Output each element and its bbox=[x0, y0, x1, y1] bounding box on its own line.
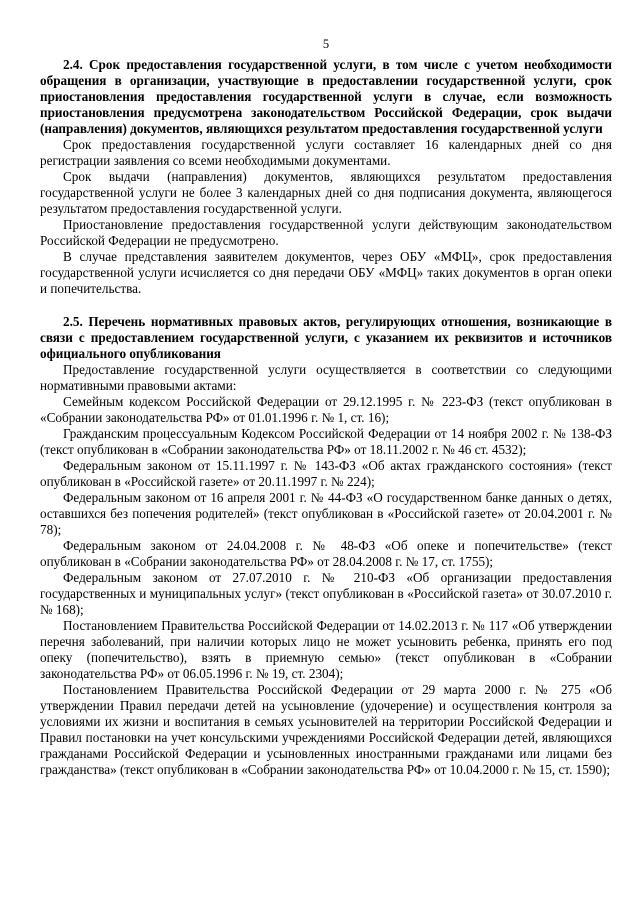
section-2-5-paragraph: Федеральным законом от 16 апреля 2001 г. № 44-ФЗ «О государственном банке данных о детях, оставшихся без попечения родителей» (текст опубликован в «Российской газете» от 20.04.2001 г. № 78); bbox=[40, 490, 612, 537]
section-2-5-paragraph: Семейным кодексом Российской Федерации от 29.12.1995 г. № 223-ФЗ (текст опубликован в «Собрании законодательства РФ» от 01.01.1996 г. № 1, ст. 16); bbox=[40, 394, 612, 425]
page-number: 5 bbox=[322, 37, 330, 51]
section-2-5-paragraph: Гражданским процессуальным Кодексом Российской Федерации от 14 ноября 2002 г. № 138-ФЗ (текст опубликован в «Собрании законодательства РФ» от 18.11.2002 г. № 46 ст. 4532); bbox=[40, 426, 612, 457]
section-2-5-paragraph: Федеральным законом от 27.07.2010 г. № 210-ФЗ «Об организации предоставления государственных и муниципальных услуг» (текст опубликован в «Российской газета» от 30.07.2010 г. № 168); bbox=[40, 570, 612, 617]
section-2-4-paragraph: Срок предоставления государственной услуги составляет 16 календарных дней со дня регистрации заявления со всеми необходимыми документами. bbox=[40, 137, 612, 168]
section-2-5-heading: 2.5. Перечень нормативных правовых актов, регулирующих отношения, возникающие в связи с предоставлением государственной услуги, с указанием их реквизитов и источников официального опубликования bbox=[40, 314, 612, 361]
section-2-5-paragraph: Постановлением Правительства Российской Федерации от 14.02.2013 г. № 117 «Об утверждении перечня заболеваний, при наличии которых лицо не может усыновить ребенка, принять его под опеку (попечительство), взять в приемную семью» (текст опубликован в «Собрании законодательства РФ» от 06.05.1996 г. № 19, ст. 2304); bbox=[40, 618, 612, 681]
section-2-5-paragraph: Предоставление государственной услуги осуществляется в соответствии со следующими нормативными правовыми актами: bbox=[40, 362, 612, 393]
section-2-4-paragraph: Приостановление предоставления государственной услуги действующим законодательством Российской Федерации не предусмотрено. bbox=[40, 217, 612, 248]
section-2-4-paragraph: Срок выдачи (направления) документов, являющихся результатом предоставления государственной услуги не более 3 календарных дней со дня подписания документа, являющегося результатом предоставления государственной услуги. bbox=[40, 169, 612, 216]
section-2-5-paragraph: Постановлением Правительства Российской Федерации от 29 марта 2000 г. № 275 «Об утверждении Правил передачи детей на усыновление (удочерение) и осуществления контроля за условиями их жизни и воспитания в семьях усыновителей на территории Российской Федерации и Правил постановки на учет консульскими учреждениями Российской Федерации детей, являющихся гражданами Российской Федерации и усыновленных иностранными гражданами или лицами без гражданства» (текст опубликован в «Собрании законодательства РФ» от 10.04.2000 г. № 15, ст. 1590); bbox=[40, 682, 612, 777]
section-2-5-paragraph: Федеральным законом от 15.11.1997 г. № 143-ФЗ «Об актах гражданского состояния» (текст опубликован в «Российской газете» от 20.11.1997 г. № 224); bbox=[40, 458, 612, 489]
section-spacer bbox=[40, 297, 612, 314]
section-2-5-paragraph: Федеральным законом от 24.04.2008 г. № 48-ФЗ «Об опеке и попечительстве» (текст опубликован в «Собрании законодательства РФ» от 28.04.2008 г. № 17, ст. 1755); bbox=[40, 538, 612, 569]
document-page bbox=[40, 36, 612, 778]
section-2-4-paragraph: В случае представления заявителем документов, через ОБУ «МФЦ», срок предоставления государственной услуги исчисляется со дня передачи ОБУ «МФЦ» таких документов в орган опеки и попечительства. bbox=[40, 249, 612, 296]
section-2-4-heading: 2.4. Срок предоставления государственной услуги, в том числе с учетом необходимости обращения в организации, участвующие в предоставлении государственной услуги, срок приостановления предоставления государственной услуги в случае, если возможность приостановления предусмотрена законодательством Российской Федерации, срок выдачи (направления) документов, являющихся результатом предоставления государственной услуги bbox=[40, 57, 612, 136]
